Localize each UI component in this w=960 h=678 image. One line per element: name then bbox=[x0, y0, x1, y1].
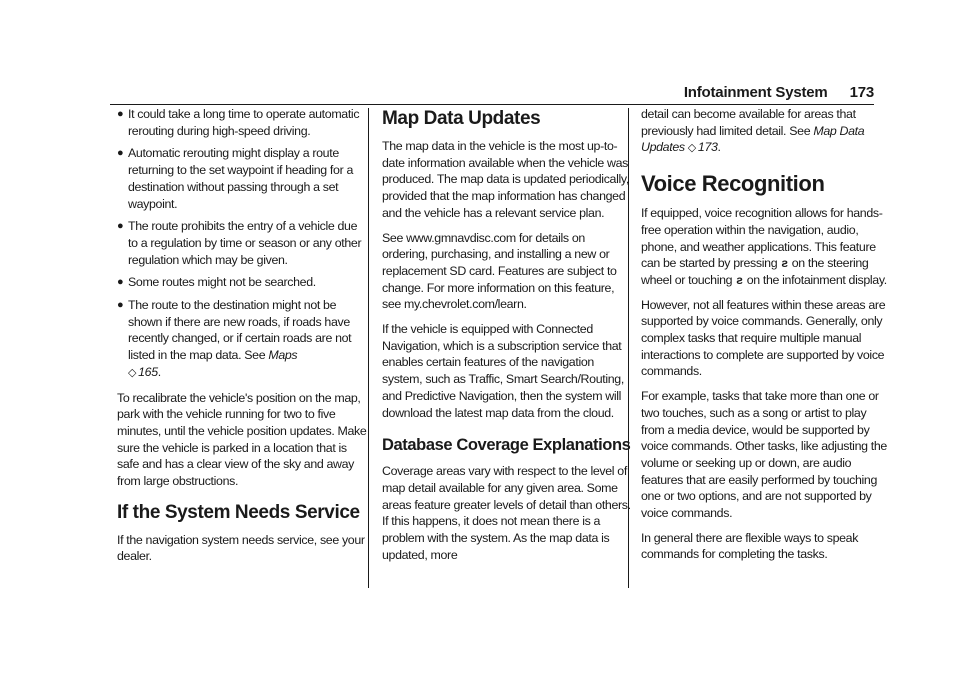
page-reference-165[interactable]: 165 bbox=[138, 364, 158, 379]
page-reference-arrow-icon: ◇ bbox=[128, 366, 137, 379]
voice-recognition-heading: Voice Recognition bbox=[641, 171, 825, 197]
page-reference-173[interactable]: 173 bbox=[697, 140, 718, 155]
bullet-list bbox=[117, 106, 367, 382]
list-item: ● Automatic rerouting might display a route returning to the set waypoint if heading for a destination without passing through a set waypoint. bbox=[117, 146, 353, 211]
recalibrate-paragraph: To recalibrate the vehicle's position on the map, park with the vehicle running for two to five minutes, until the vehicle position updates. Make sure the vehicle is parked in a location that is safe and has a clear view of the sky and away from large obstructions. bbox=[117, 390, 367, 489]
voice-recognition-icon: ƨ bbox=[736, 272, 743, 287]
bullet-icon: ● bbox=[117, 147, 124, 160]
column-divider-1 bbox=[368, 108, 369, 588]
page-number: 173 bbox=[849, 84, 874, 101]
map-paragraph-2: See www.gmnavdisc.com for details on ordering, purchasing, and installing a new or replacement SD card. Features are subject to change. For more information on this feature, see my.chevrolet.com/learn. bbox=[382, 230, 617, 312]
voice-paragraph-3: For example, tasks that take more than one or two touches, such as a song or artist to play from a media device, would be supported by voice commands. Other tasks, like adjusting the volume or seeking up or down, are audio features that are easily performed by touching one or two options, and are not supported by voice commands. bbox=[641, 389, 887, 521]
voice-paragraph-2: However, not all features within these areas are supported by voice commands. Generally, only complex tasks that require multiple manual interactions to complete are supported by voice commands. bbox=[641, 297, 886, 379]
database-paragraph: Coverage areas vary with respect to the level of map detail available for any given area. Some areas feature greater levels of detail than others. If this happens, it does not mean there is a problem with the system. As the map data is updated, more bbox=[382, 464, 631, 562]
service-heading: If the System Needs Service bbox=[117, 501, 360, 523]
map-data-updates-link[interactable]: Map Data Updates bbox=[641, 123, 865, 155]
map-updates-heading: Map Data Updates bbox=[382, 108, 541, 129]
voice-recognition-icon: ƨ bbox=[781, 256, 788, 271]
map-paragraph-3: If the vehicle is equipped with Connected Navigation, which is a subscription service that enables certain features of the navigation system, such as Traffic, Smart Search/Routing, and Predictive Navigation, then the system will download the latest map data from the cloud. bbox=[382, 322, 624, 420]
maps-reference-link[interactable]: Maps bbox=[268, 348, 298, 363]
page-reference-arrow-icon: ◇ bbox=[687, 142, 696, 155]
section-title: Infotainment System bbox=[683, 84, 828, 101]
continued-paragraph: detail can become available for areas that previously had limited detail. See Map Data Updates ◇ 173. bbox=[641, 107, 865, 155]
bullet-icon: ● bbox=[117, 299, 124, 312]
list-item: ● Some routes might not be searched. bbox=[117, 275, 316, 290]
voice-paragraph-1: If equipped, voice recognition allows for hands-free operation within the navigation, audio, phone, and weather applications. This feature can be started by pressing ƨ on the steering wheel or touching ƨ on the infotainment display. bbox=[641, 206, 887, 287]
page-header bbox=[684, 84, 874, 101]
column-1 bbox=[117, 106, 367, 573]
bullet-icon: ● bbox=[117, 108, 124, 120]
voice-paragraph-4: In general there are flexible ways to speak commands for completing the tasks. bbox=[641, 530, 859, 562]
service-paragraph: If the navigation system needs service, see your dealer. bbox=[117, 532, 365, 564]
database-coverage-heading: Database Coverage Explanations bbox=[382, 436, 631, 455]
bullet-icon: ● bbox=[117, 220, 124, 233]
header-divider bbox=[110, 104, 874, 105]
column-2 bbox=[382, 108, 632, 571]
list-item: ● It could take a long time to operate automatic rerouting during high-speed driving. bbox=[117, 107, 360, 138]
list-item: ● The route to the destination might not be shown if there are new roads, if roads have recently changed, or if certain roads are not listed in the map data. See Maps ◇ 165. bbox=[117, 298, 352, 379]
bullet-icon: ● bbox=[117, 276, 124, 289]
column-3 bbox=[641, 106, 891, 571]
list-item: ● The route prohibits the entry of a vehicle due to a regulation by time or season or any other regulation which may be given. bbox=[117, 219, 362, 267]
map-paragraph-1: The map data in the vehicle is the most up-to-date information available when the vehicle was produced. The map data is updated periodically, provided that the map information has changed and the vehicle has a relevant service plan. bbox=[382, 139, 629, 220]
